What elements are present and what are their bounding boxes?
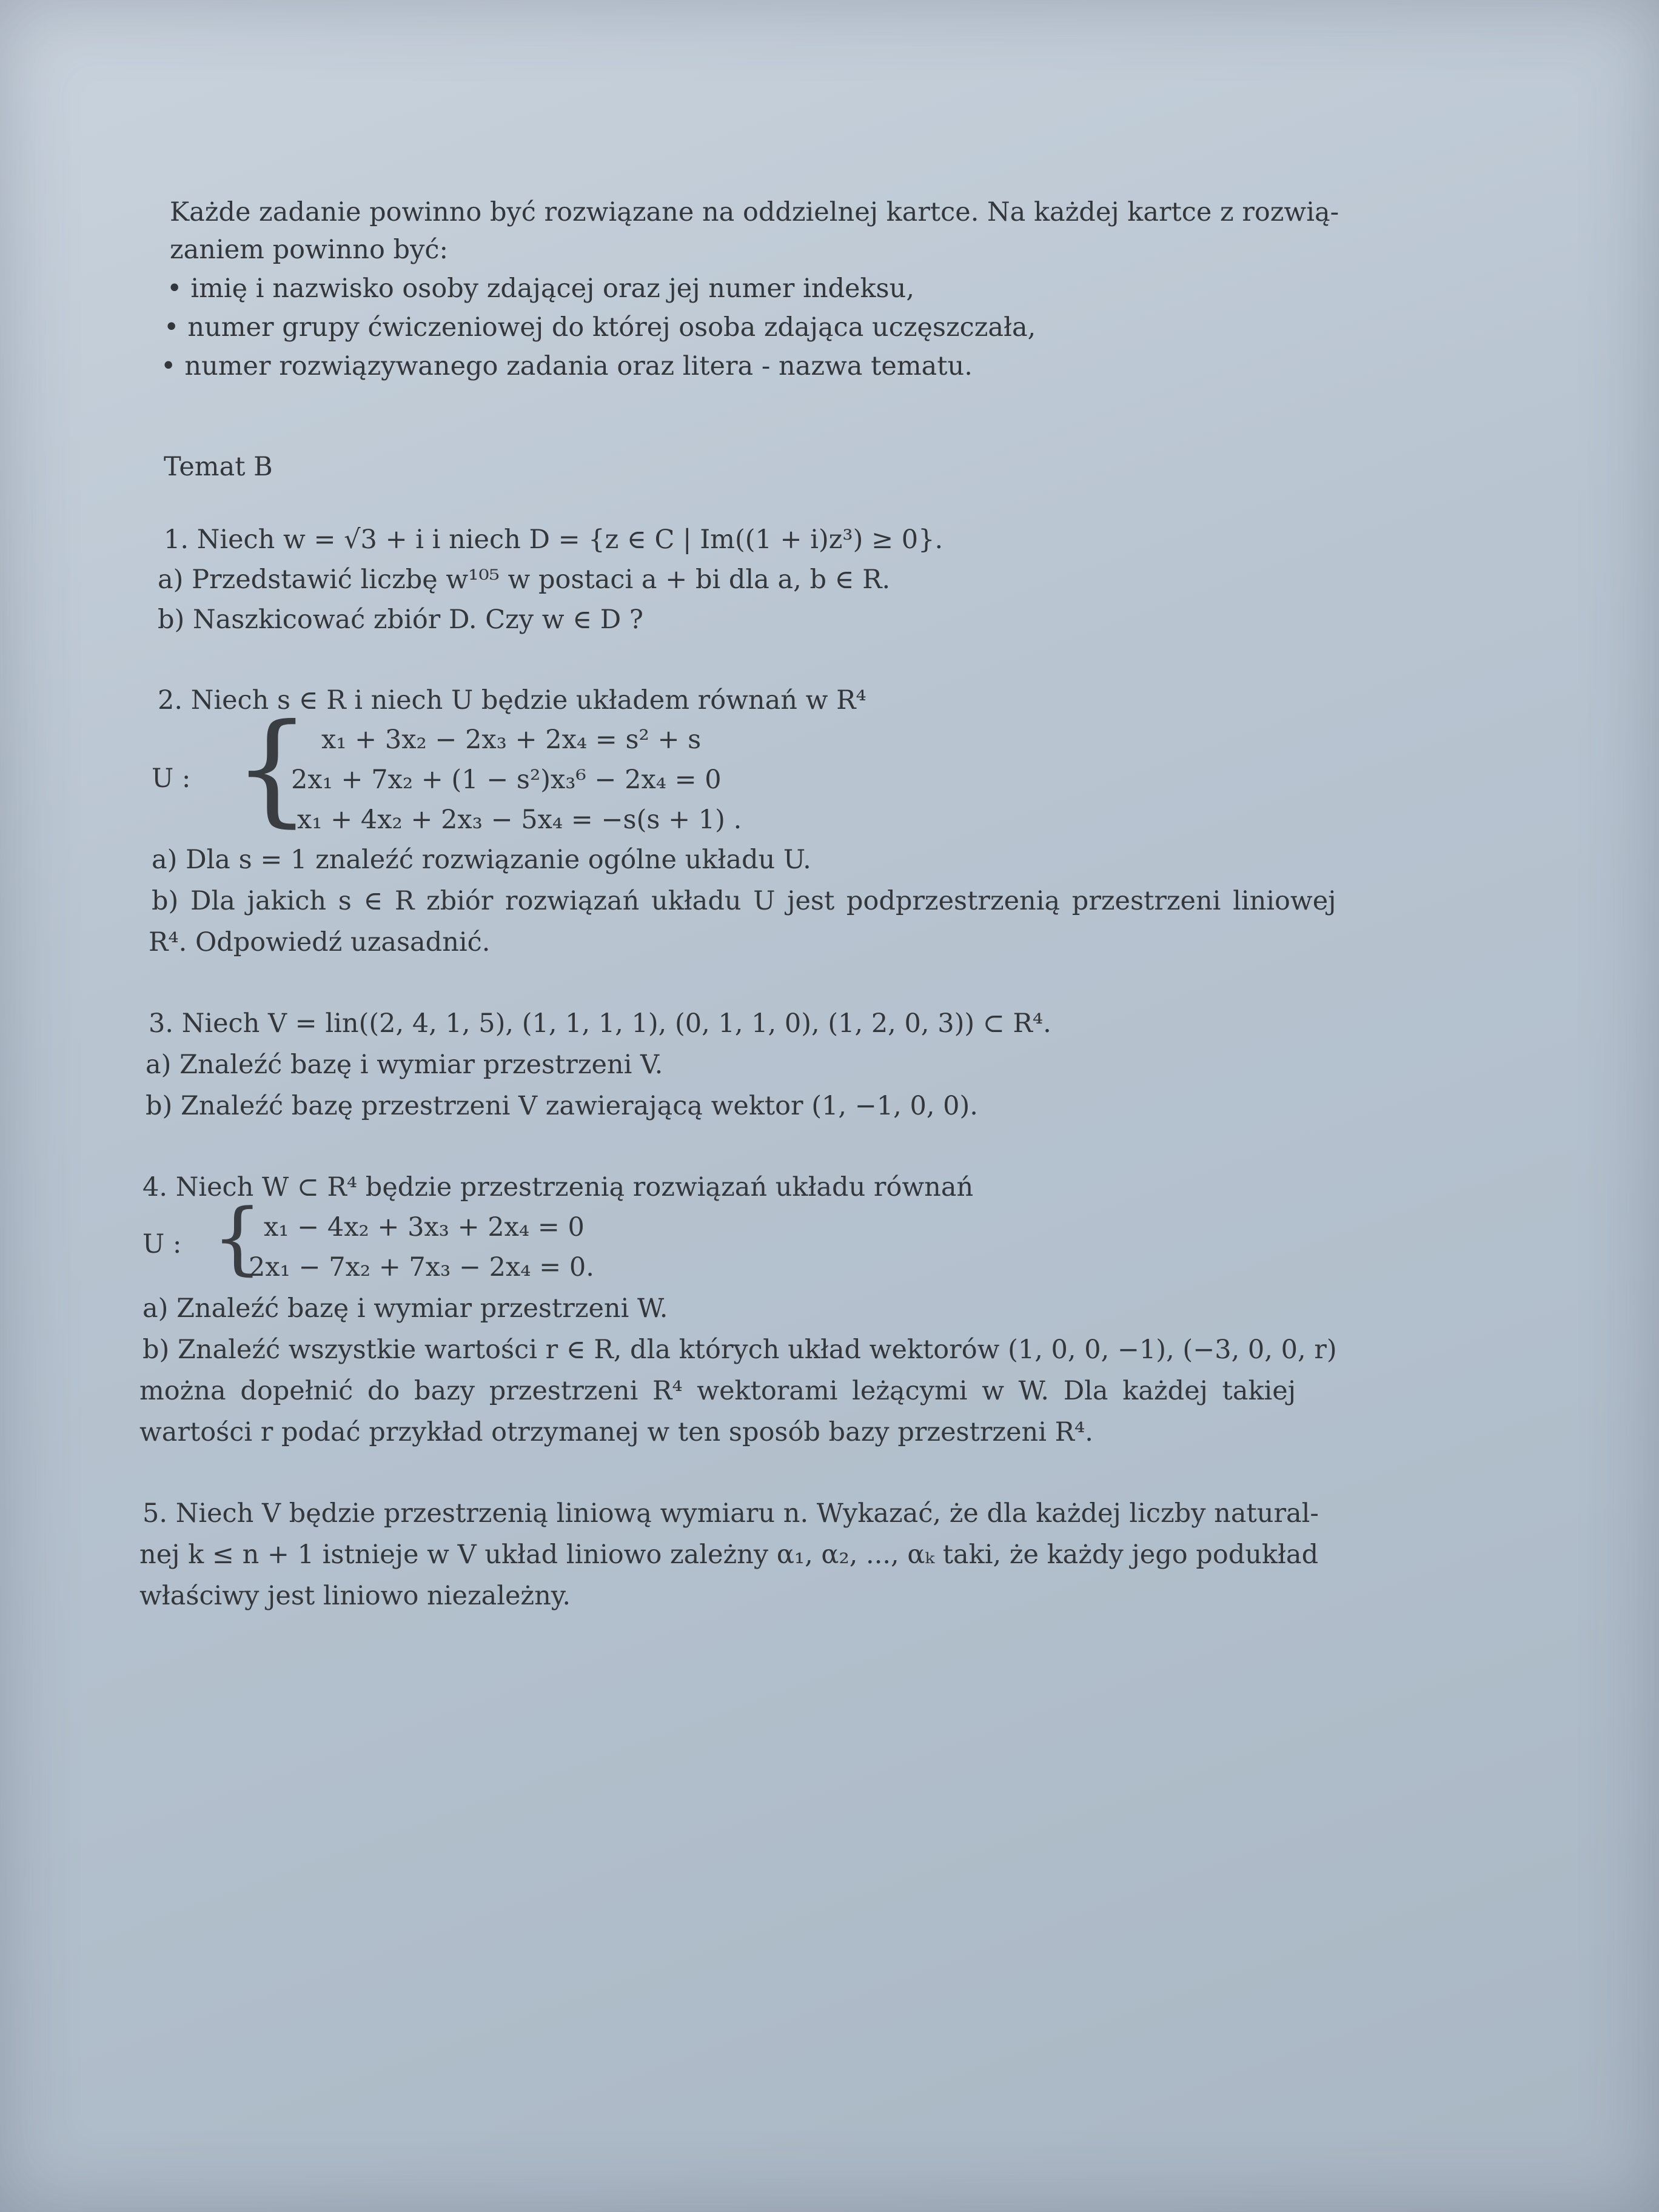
system-label: U : bbox=[142, 1229, 182, 1259]
problem-3-a: a) Znaleźć bazę i wymiar przestrzeni V. bbox=[146, 1050, 663, 1080]
equation-2: 2x₁ + 7x₂ + (1 − s²)x₃⁶ − 2x₄ = 0 bbox=[291, 765, 722, 795]
problem-4-b-line-3: wartości r podać przykład otrzymanej w ten sposób bazy przestrzeni R⁴. bbox=[139, 1417, 1093, 1447]
problem-5-line-3: właściwy jest liniowo niezależny. bbox=[139, 1581, 571, 1611]
intro-line-1: Każde zadanie powinno być rozwiązane na oddzielnej kartce. Na każdej kartce z rozwią- bbox=[170, 197, 1339, 227]
problem-2-b-line-2: R⁴. Odpowiedź uzasadnić. bbox=[149, 927, 491, 957]
equation-2: 2x₁ − 7x₂ + 7x₃ − 2x₄ = 0. bbox=[249, 1252, 594, 1282]
problem-4-b-line-1: b) Znaleźć wszystkie wartości r ∈ R, dla których układ wektorów (1, 0, 0, −1), (−3, 0, 0, r) bbox=[142, 1335, 1337, 1365]
problem-4-b-line-2: można dopełnić do bazy przestrzeni R⁴ wektorami leżącymi w W. Dla każdej takiej bbox=[139, 1376, 1296, 1406]
intro-line-2: zaniem powinno być: bbox=[170, 235, 448, 265]
problem-3-head: 3. Niech V = lin((2, 4, 1, 5), (1, 1, 1, 1), (0, 1, 1, 0), (1, 2, 0, 3)) ⊂ R⁴. bbox=[149, 1008, 1051, 1039]
problem-2-head: 2. Niech s ∈ R i niech U będzie układem równań w R⁴ bbox=[158, 685, 866, 716]
bullet-item: • imię i nazwisko osoby zdającej oraz jej numer indeksu, bbox=[167, 270, 914, 307]
equation-1: x₁ − 4x₂ + 3x₃ + 2x₄ = 0 bbox=[264, 1212, 585, 1242]
system-brace: { bbox=[212, 1191, 263, 1284]
problem-1-a: a) Przedstawić liczbę w¹⁰⁵ w postaci a + bi dla a, b ∈ R. bbox=[158, 565, 891, 595]
bullet-item: • numer grupy ćwiczeniowej do której osoba zdająca uczęszczała, bbox=[164, 309, 1036, 346]
equation-3: x₁ + 4x₂ + 2x₃ − 5x₄ = −s(s + 1) . bbox=[297, 805, 742, 835]
problem-4-head: 4. Niech W ⊂ R⁴ będzie przestrzenią rozwiązań układu równań bbox=[142, 1172, 974, 1202]
bullet-item: • numer rozwiązywanego zadania oraz litera - nazwa tematu. bbox=[161, 348, 973, 384]
equation-1: x₁ + 3x₂ − 2x₃ + 2x₄ = s² + s bbox=[321, 725, 702, 755]
system-brace: { bbox=[233, 698, 311, 839]
problem-3-b: b) Znaleźć bazę przestrzeni V zawierającą wektor (1, −1, 0, 0). bbox=[146, 1091, 978, 1121]
system-label: U : bbox=[152, 763, 191, 794]
problem-1-head: 1. Niech w = √3 + i i niech D = {z ∈ C | Im((1 + i)z³) ≥ 0}. bbox=[164, 525, 943, 555]
problem-1-b: b) Naszkicować zbiór D. Czy w ∈ D ? bbox=[158, 605, 643, 635]
problem-4-a: a) Znaleźć bazę i wymiar przestrzeni W. bbox=[142, 1293, 668, 1324]
problem-2-a: a) Dla s = 1 znaleźć rozwiązanie ogólne układu U. bbox=[152, 845, 811, 875]
problem-5-line-1: 5. Niech V będzie przestrzenią liniową wymiaru n. Wykazać, że dla każdej liczby natural- bbox=[142, 1498, 1319, 1529]
problem-5-line-2: nej k ≤ n + 1 istnieje w V układ liniowo zależny α₁, α₂, ..., αₖ taki, że każdy jego podukład bbox=[139, 1540, 1319, 1570]
topic-title: Temat B bbox=[164, 452, 273, 482]
problem-2-b-line-1: b) Dla jakich s ∈ R zbiór rozwiązań układu U jest podprzestrzenią przestrzeni liniowej bbox=[152, 886, 1336, 916]
